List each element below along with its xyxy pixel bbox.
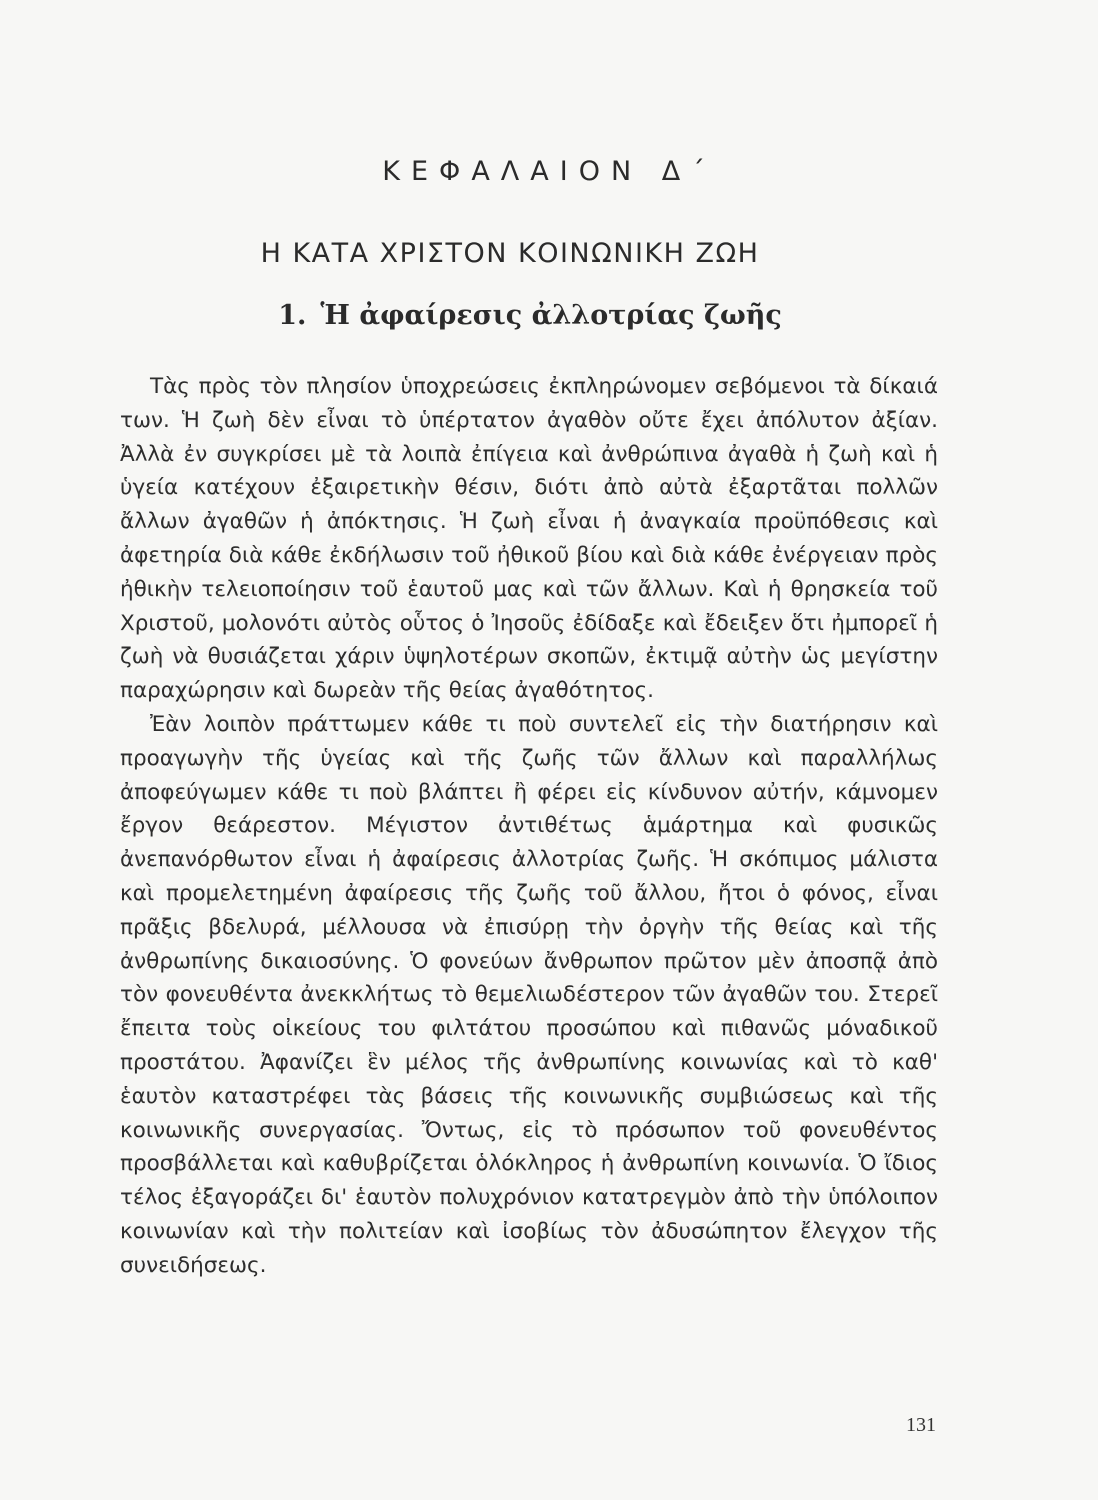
section-number: 1. [278, 300, 307, 331]
page-number: 131 [906, 1414, 936, 1436]
section-heading [0, 300, 1060, 331]
paragraph-2: Ἐὰν λοιπὸν πράττωμεν κάθε τι ποὺ συντελεῖ εἰς τὴν διατήρησιν καὶ προαγωγὴν τῆς ὑγείας καὶ τῆς ζωῆς τῶν ἄλλων καὶ παραλλήλως ἀποφεύγωμεν κάθε τι ποὺ βλάπτει ἢ φέρει εἰς κίνδυνον αὐτήν, κάμνομεν ἔργον θεάρεστον. Μέγιστον ἀντιθέτως ἁμάρτημα καὶ φυσικῶς ἀνεπανόρθωτον εἶναι ἡ ἀφαίρεσις ἀλλοτρίας ζωῆς. Ἡ σκόπιμος μάλιστα καὶ προμελετημένη ἀφαίρεσις τῆς ζωῆς τοῦ ἄλλου, ἤτοι ὁ φόνος, εἶναι πρᾶξις βδελυρά, μέλλουσα νὰ ἐπισύρῃ τὴν ὀργὴν τῆς θείας καὶ τῆς ἀνθρωπίνης δικαιοσύνης. Ὁ φονεύων ἄνθρωπον πρῶτον μὲν ἀποσπᾷ ἀπὸ τὸν φονευθέντα ἀνεκκλήτως τὸ θεμελιωδέστερον τῶν ἀγαθῶν του. Στερεῖ ἔπειτα τοὺς οἰκείους του φιλτάτου προσώπου καὶ πιθανῶς μόναδικοῦ προστάτου. Ἀφανίζει ἓν μέλος τῆς ἀνθρωπίνης κοινωνίας καὶ τὸ καθ' ἑαυτὸν καταστρέφει τὰς βάσεις τῆς κοινωνικῆς συμβιώσεως καὶ τῆς κοινωνικῆς συνεργασίας. Ὄντως, εἰς τὸ πρόσωπον τοῦ φονευθέντος προσβάλλεται καὶ καθυβρίζεται ὁλόκληρος ἡ ἀνθρωπίνη κοινωνία. Ὁ ἴδιος τέλος ἐξαγοράζει δι' ἑαυτὸν πολυχρόνιον κατατρεγμὸν ἀπὸ τὴν ὑπόλοιπον κοινωνίαν καὶ τὴν πολιτείαν καὶ ἰσοβίως τὸν ἀδυσώπητον ἔλεγχον τῆς συνειδήσεως. [120, 711, 938, 1278]
chapter-title: Η ΚΑΤΑ ΧΡΙΣΤΟΝ ΚΟΙΝΩΝΙΚΗ ΖΩΗ [260, 238, 760, 269]
section-title: Ἡ ἀφαίρεσις ἀλλοτρίας ζωῆς [320, 300, 782, 331]
chapter-heading: ΚΕΦΑΛΑΙΟΝ Δ΄ [382, 156, 716, 187]
body-text [120, 370, 938, 1283]
paragraph-1: Τὰς πρὸς τὸν πλησίον ὑποχρεώσεις ἐκπληρώνομεν σεβόμενοι τὰ δίκαιά των. Ἡ ζωὴ δὲν εἶναι τὸ ὑπέρτατον ἀγαθὸν οὔτε ἔχει ἀπόλυτον ἀξίαν. Ἀλλὰ ἐν συγκρίσει μὲ τὰ λοιπὰ ἐπίγεια καὶ ἀνθρώπινα ἀγαθὰ ἡ ζωὴ καὶ ἡ ὑγεία κατέχουν ἐξαιρετικὴν θέσιν, διότι ἀπὸ αὐτὰ ἐξαρτᾶται πολλῶν ἄλλων ἀγαθῶν ἡ ἀπόκτησις. Ἡ ζωὴ εἶναι ἡ ἀναγκαία προϋπόθεσις καὶ ἀφετηρία διὰ κάθε ἐκδήλωσιν τοῦ ἠθικοῦ βίου καὶ διὰ κάθε ἐνέργειαν πρὸς ἠθικὴν τελειοποίησιν τοῦ ἑαυτοῦ μας καὶ τῶν ἄλλων. Καὶ ἡ θρησκεία τοῦ Χριστοῦ, μολονότι αὐτὸς οὗτος ὁ Ἰησοῦς ἐδίδαξε καὶ ἔδειξεν ὅτι ἠμπορεῖ ἡ ζωὴ νὰ θυσιάζεται χάριν ὑψηλοτέρων σκοπῶν, ἐκτιμᾷ αὐτὴν ὡς μεγίστην παραχώρησιν καὶ δωρεὰν τῆς θείας ἀγαθότητος. [120, 374, 938, 704]
